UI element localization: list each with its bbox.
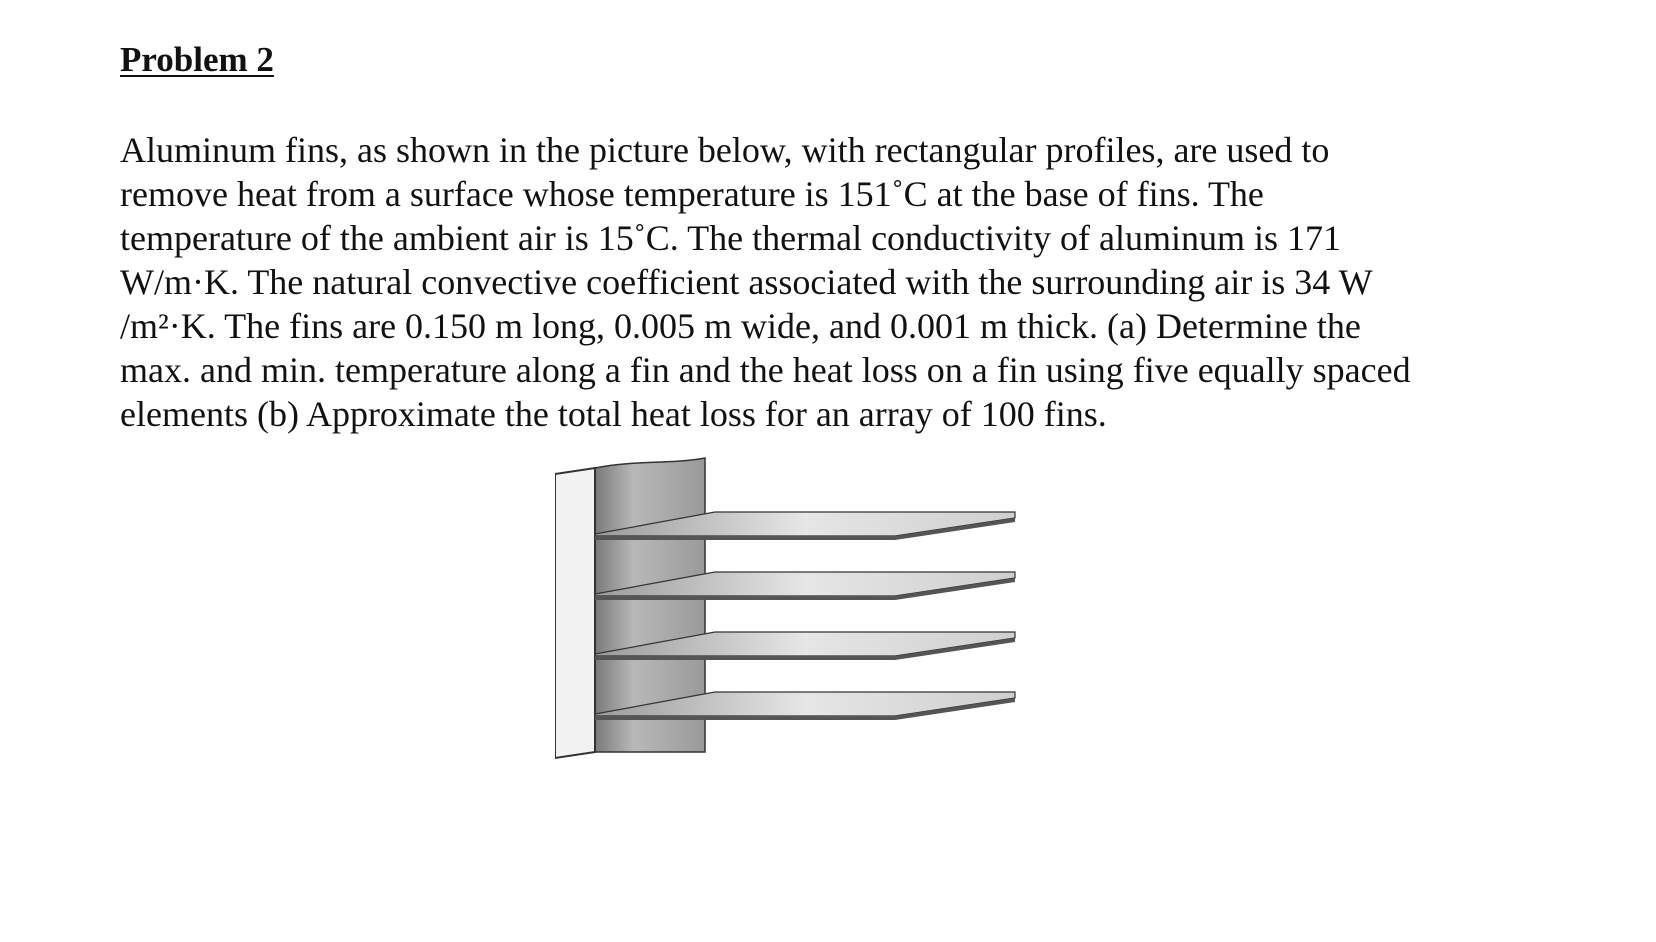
problem-line-2: remove heat from a surface whose temperature is 151˚C at the base of fins. The — [120, 174, 1264, 214]
fin-array-drawing — [555, 452, 1075, 782]
problem-statement — [120, 128, 1540, 436]
problem-heading: Problem 2 — [120, 40, 274, 79]
problem-line-5: /m²·K. The fins are 0.150 m long, 0.005 m wide, and 0.001 m thick. (a) Determine the — [120, 306, 1361, 346]
problem-line-3: temperature of the ambient air is 15˚C. The thermal conductivity of aluminum is 171 — [120, 218, 1342, 258]
problem-line-6: max. and min. temperature along a fin and the heat loss on a fin using five equally spaced — [120, 350, 1411, 390]
fin-array-figure — [555, 452, 1075, 782]
problem-line-4: W/m·K. The natural convective coefficient associated with the surrounding air is 34 W — [120, 262, 1373, 302]
problem-line-1: Aluminum fins, as shown in the picture below, with rectangular profiles, are used to — [120, 130, 1330, 170]
problem-line-7: elements (b) Approximate the total heat loss for an array of 100 fins. — [120, 394, 1107, 434]
wall-front-edge — [555, 468, 595, 758]
